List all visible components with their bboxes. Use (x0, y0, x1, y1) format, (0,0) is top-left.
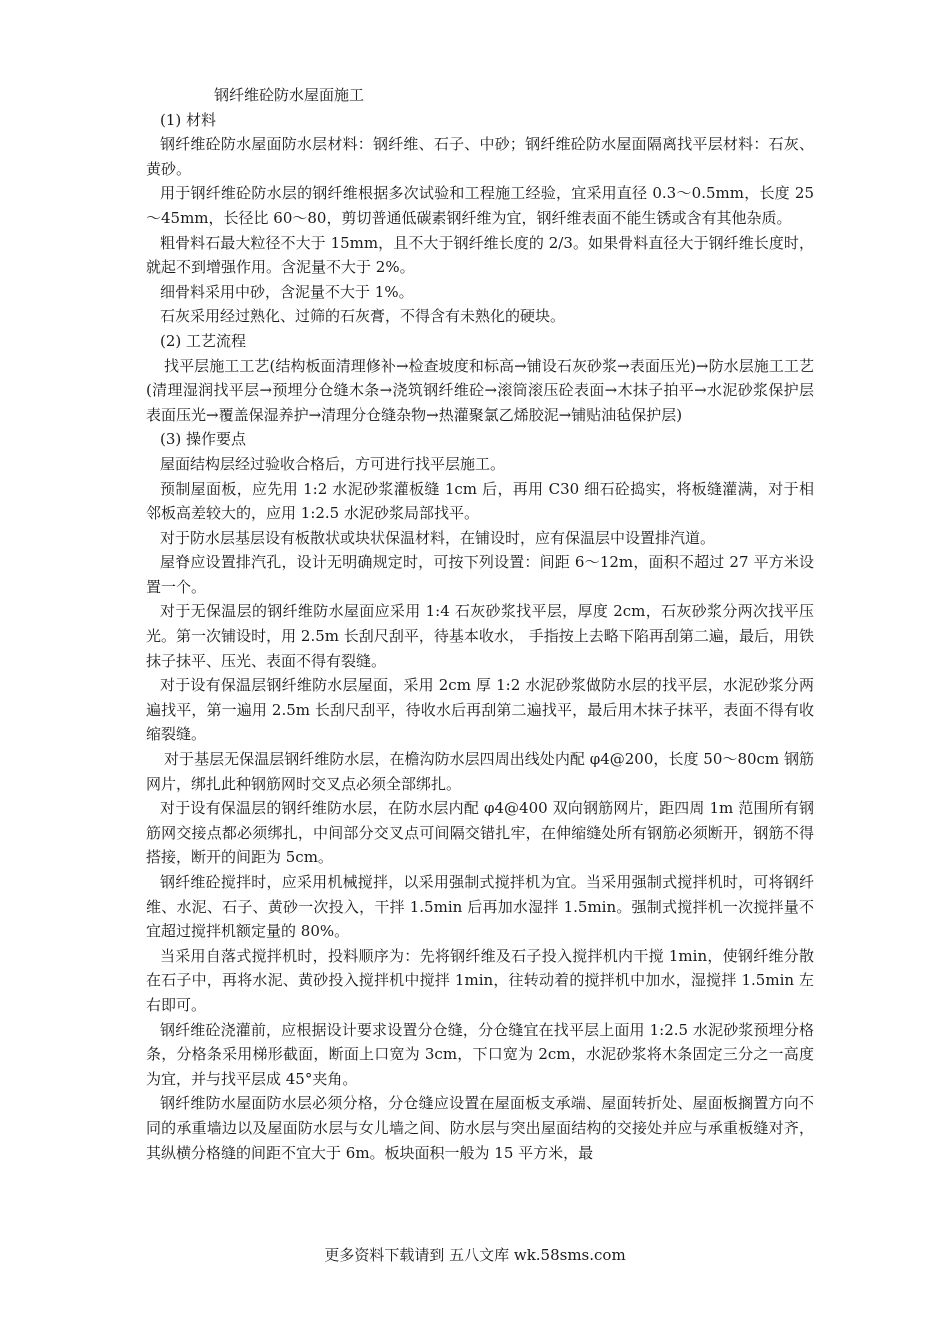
paragraph: 石灰采用经过熟化、过筛的石灰膏，不得含有未熟化的硬块。 (160, 307, 566, 326)
paragraph: 对于无保温层的钢纤维防水屋面应采用 1:4 石灰砂浆找平层，厚度 2cm，石灰砂浆分两次找平压光。第一次铺设时，用 2.5m 长刮尺刮平，待基本收水， 手指按上去略下陷再刮第二遍，最后，用铁抹子抹平、压光、表面不得有裂缝。 (146, 602, 814, 670)
section-heading-operation: (3) 操作要点 (160, 430, 247, 449)
document-title: 钢纤维砼防水屋面施工 (214, 86, 365, 104)
section-heading-process: (2) 工艺流程 (160, 331, 247, 350)
paragraph: 细骨料采用中砂，含泥量不大于 1%。 (160, 282, 414, 301)
section-heading-materials: (1) 材料 (160, 110, 217, 129)
paragraph: 对于防水层基层设有板散状或块状保温材料，在铺设时，应有保温层中设置排汽道。 (160, 528, 716, 547)
paragraph: 用于钢纤维砼防水层的钢纤维根据多次试验和工程施工经验，宜采用直径 0.3～0.5mm，长度 25～45mm，长径比 60～80，剪切普通低碳素钢纤维为宜，钢纤维表面不能生锈或含有其他杂质。 (146, 184, 814, 227)
paragraph: 钢纤维砼搅拌时，应采用机械搅拌，以采用强制式搅拌机为宜。当采用强制式搅拌机时，可将钢纤维、水泥、石子、黄砂一次投入，干拌 1.5min 后再加水湿拌 1.5min。强制式搅拌机一次搅拌量不宜超过搅拌机额定量的 80%。 (146, 873, 814, 941)
document-body (146, 83, 814, 1165)
footer-link-text: 更多资料下载请到 五八文库 wk.58sms.com (324, 1246, 626, 1264)
paragraph: 对于设有保温层钢纤维防水层屋面，采用 2cm 厚 1:2 水泥砂浆做防水层的找平层，水泥砂浆分两遍找平，第一遍用 2.5m 长刮尺刮平，待收水后再刮第二遍找平，最后用木抹子抹平，表面不得有收缩裂缝。 (146, 676, 814, 744)
paragraph: 找平层施工工艺(结构板面清理修补→检查坡度和标高→铺设石灰砂浆→表面压光)→防水层施工工艺(清理湿润找平层→预埋分仓缝木条→浇筑钢纤维砼→滚筒滚压砼表面→木抹子拍平→水泥砂浆保护层表面压光→覆盖保湿养护→清理分仓缝杂物→热灌聚氯乙烯胶泥→铺贴油毡保护层) (146, 356, 814, 424)
paragraph: 屋面结构层经过验收合格后，方可进行找平层施工。 (160, 454, 506, 473)
paragraph: 对于基层无保温层钢纤维防水层，在檐沟防水层四周出线处内配 φ4@200，长度 50～80cm 钢筋网片，绑扎此种钢筋网时交叉点必须全部绑扎。 (146, 750, 814, 793)
paragraph: 钢纤维砼浇灌前，应根据设计要求设置分仓缝，分仓缝宜在找平层上面用 1:2.5 水泥砂浆预埋分格条，分格条采用梯形截面，断面上口宽为 3cm，下口宽为 2cm，水泥砂浆将木条固定三分之一高度为宜，并与找平层成 45°夹角。 (146, 1020, 814, 1088)
paragraph: 钢纤维砼防水屋面防水层材料：钢纤维、石子、中砂；钢纤维砼防水屋面隔离找平层材料：石灰、黄砂。 (146, 135, 814, 178)
paragraph: 当采用自落式搅拌机时，投料顺序为：先将钢纤维及石子投入搅拌机内干搅 1min，使钢纤维分散在石子中，再将水泥、黄砂投入搅拌机中搅拌 1min，往转动着的搅拌机中加水，湿搅拌 1.5min 左右即可。 (146, 946, 814, 1014)
paragraph: 粗骨料石最大粒径不大于 15mm，且不大于钢纤维长度的 2/3。如果骨料直径大于钢纤维长度时，就起不到增强作用。含泥量不大于 2%。 (146, 233, 814, 277)
paragraph: 钢纤维防水屋面防水层必须分格，分仓缝应设置在屋面板支承端、屋面转折处、屋面板搁置方向不同的承重墙边以及屋面防水层与女儿墙之间、防水层与突出屋面结构的交接处并应与承重板缝对齐，其纵横分格缝的间距不宜大于 6m。板块面积一般为 15 平方米，最 (146, 1094, 814, 1162)
paragraph: 屋脊应设置排汽孔，设计无明确规定时，可按下列设置：间距 6～12m，面积不超过 27 平方米设置一个。 (146, 553, 814, 596)
paragraph: 预制屋面板，应先用 1:2 水泥砂浆灌板缝 1cm 后，再用 C30 细石砼捣实，将板缝灌满，对于相邻板高差较大的，应用 1:2.5 水泥砂浆局部找平。 (146, 479, 814, 523)
paragraph: 对于设有保温层的钢纤维防水层，在防水层内配 φ4@400 双向钢筋网片，距四周 1m 范围所有钢筋网交接点都必须绑扎，中间部分交叉点可间隔交错扎牢，在伸缩缝处所有钢筋必须断开，钢筋不得搭接，断开的间距为 5cm。 (146, 799, 814, 867)
